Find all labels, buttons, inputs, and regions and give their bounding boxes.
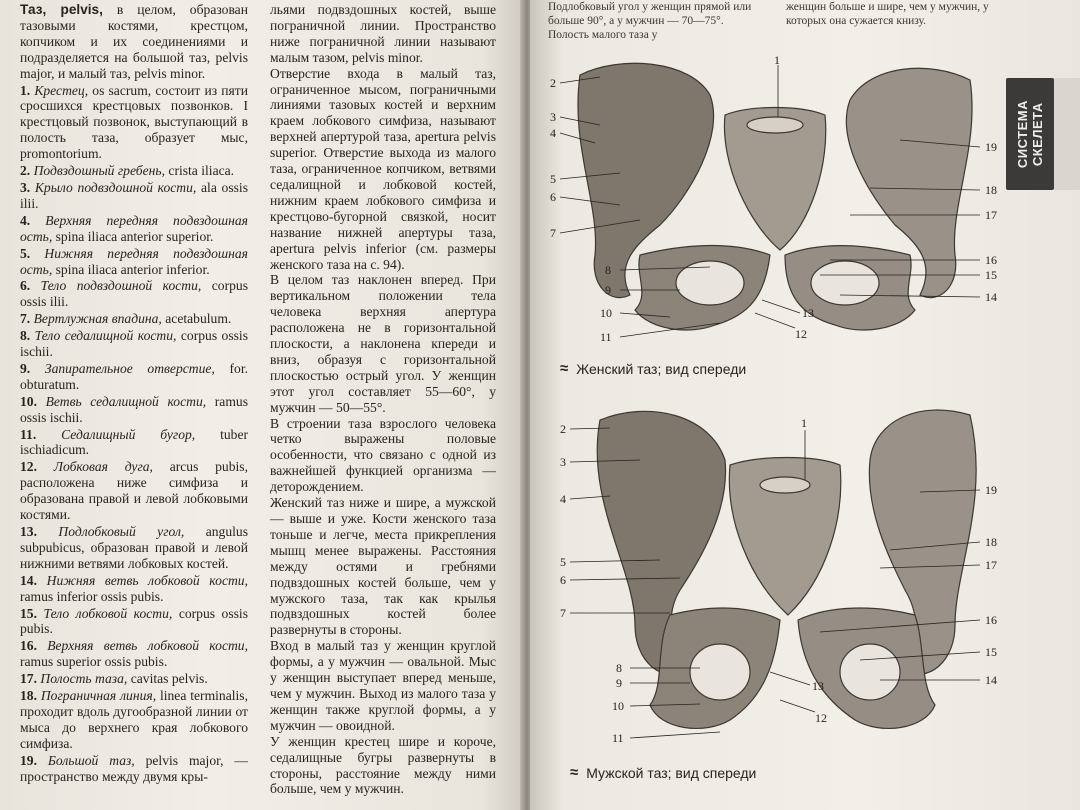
term-russian: Тело подвздошной кости, [40, 278, 202, 294]
term-item [20, 213, 248, 245]
term-russian: Крыло подвздошной кости, [34, 179, 197, 195]
term-russian: Седалищный бугор, [61, 426, 196, 442]
svg-text:15: 15 [985, 268, 997, 282]
term-item [20, 573, 248, 605]
svg-text:10: 10 [612, 699, 624, 713]
body-paragraph: Женский таз ниже и шире, а мужской — выше и уже. Кости женского таза тоньше и легче, места прикрепления мышц менее выражены. Расстояния между остями и гребнями подвздошных костей больше, чем у мужского таза, так как крылья подвздошных костей более развернуты в стороны. [270, 495, 496, 638]
svg-text:10: 10 [600, 306, 612, 320]
term-number: 2. [20, 163, 31, 179]
term-latin: arcus pubis, расположена ниже симфиза и образована правой и левой лобковыми костями. [20, 459, 248, 523]
svg-text:13: 13 [812, 679, 824, 693]
term-number: 7. [20, 311, 31, 327]
svg-text:14: 14 [985, 290, 997, 304]
svg-text:1: 1 [801, 416, 807, 430]
svg-text:2: 2 [560, 422, 566, 436]
svg-text:4: 4 [550, 126, 556, 140]
term-item [20, 638, 248, 670]
term-latin: ramus ossis ischii. [20, 393, 249, 425]
term-latin: linea terminalis, проходит вдоль дугообразной линии от мыса до верхнего края лобкового симфиза. [20, 688, 248, 751]
term-number: 14. [20, 572, 37, 588]
middle-column [270, 2, 496, 797]
term-russian: Ветвь седалищной кости, [45, 393, 207, 409]
svg-text:11: 11 [600, 330, 612, 344]
term-latin: spina iliaca anterior superior. [55, 228, 214, 244]
term-russian: Тело седалищной кости, [34, 328, 177, 344]
term-item [20, 83, 248, 163]
term-number: 12. [20, 459, 37, 475]
svg-text:17: 17 [985, 208, 997, 222]
caption-icon: ≈ [570, 764, 579, 781]
term-item [20, 671, 248, 687]
term-latin: cavitas pelvis. [130, 671, 208, 687]
tab-edge [1054, 78, 1080, 190]
svg-text:16: 16 [985, 253, 997, 267]
term-latin: ramus superior ossis pubis. [20, 654, 168, 670]
term-number: 19. [20, 752, 37, 768]
term-number: 16. [20, 638, 37, 654]
term-russian: Верхняя ветвь лобковой кости, [47, 638, 248, 654]
term-russian: Подвздошный гребень, [33, 163, 165, 179]
svg-text:3: 3 [550, 110, 556, 124]
term-item [20, 606, 248, 638]
svg-text:15: 15 [985, 645, 997, 659]
male-pelvis-figure [540, 400, 1010, 755]
svg-text:18: 18 [985, 183, 997, 197]
term-russian: Подлобковый угол, [58, 524, 185, 539]
female-caption [560, 360, 746, 377]
caption-icon: ≈ [560, 360, 569, 377]
term-number: 6. [20, 278, 31, 294]
section-tab-label: СИСТЕМА СКЕЛЕТА [1015, 99, 1045, 169]
term-number: 8. [20, 328, 31, 344]
top-note-right: женщин больше и шире, чем у мужчин, у которых она сужается книзу. [786, 1, 989, 27]
term-russian: Нижняя передняя подвздошная ость, [20, 245, 248, 277]
term-russian: Верхняя передняя подвздошная ость, [20, 212, 248, 244]
intro-text: в целом, образован тазовыми костями, крестцом, копчиком и их соединениями и подразделяется на большой таз, pelvis major, и малый таз, pelvis minor. [20, 2, 248, 81]
section-tab [1006, 78, 1054, 190]
male-caption [570, 764, 756, 781]
term-list [20, 83, 248, 785]
term-latin: ala ossis ilii. [20, 179, 248, 211]
male-left-foramen [690, 644, 750, 700]
term-latin: os sacrum, состоит из пяти сросшихся крестцовых позвонков. I крестцовый позвонок, выступающий в полость таза, образует мыс, promontorium. [20, 82, 248, 162]
left-page [0, 0, 524, 810]
term-number: 13. [20, 524, 37, 539]
term-number: 9. [20, 360, 31, 376]
term-item [20, 688, 248, 752]
svg-text:19: 19 [985, 483, 997, 497]
body-paragraph: У женщин крестец шире и короче, седалищные бугры развернуты в стороны, расстояние между ними больше, чем у мужчин. [270, 733, 496, 797]
term-number: 17. [20, 671, 37, 687]
term-russian: Вертлужная впадина, [33, 311, 162, 327]
body-paragraph: В строении таза взрослого человека четко выражены половые особенности, что связано с одной из важнейшей функцией организма — деторождением. [270, 415, 496, 495]
term-number: 18. [20, 688, 37, 704]
term-latin: spina iliaca anterior inferior. [55, 261, 210, 277]
svg-text:8: 8 [616, 661, 622, 675]
svg-text:12: 12 [795, 327, 807, 341]
svg-text:9: 9 [605, 283, 611, 297]
svg-text:7: 7 [560, 606, 566, 620]
term-russian: Полость таза, [40, 671, 128, 687]
body-text [270, 2, 496, 797]
body-paragraph: льями подвздошных костей, выше пограничной линии. Пространство ниже пограничной линии называют малым тазом, pelvis minor. [270, 2, 496, 65]
term-number: 11. [20, 426, 37, 442]
svg-text:1: 1 [774, 55, 780, 67]
svg-text:16: 16 [985, 613, 997, 627]
left-column [20, 2, 248, 786]
term-latin: corpus ossis ilii. [20, 278, 248, 310]
svg-text:3: 3 [560, 455, 566, 469]
top-note-left: Подлобковый угол у женщин прямой или больше 90°, а у мужчин — 70—75°. Полость малого таза у [548, 1, 752, 41]
term-latin: ramus inferior ossis pubis. [20, 588, 164, 604]
svg-text:11: 11 [612, 731, 624, 745]
svg-text:19: 19 [985, 140, 997, 154]
term-latin: tuber ischiadicum. [20, 426, 249, 458]
term-latin: for. obturatum. [20, 360, 248, 392]
svg-text:18: 18 [985, 535, 997, 549]
term-item [20, 394, 248, 426]
term-item [20, 753, 248, 785]
term-latin: pelvis major, — пространство между двумя кры- [20, 752, 248, 784]
svg-text:6: 6 [560, 573, 566, 587]
svg-text:14: 14 [985, 673, 997, 687]
term-item [20, 524, 248, 572]
svg-text:12: 12 [815, 711, 827, 725]
term-russian: Лобковая дуга, [53, 459, 153, 475]
svg-text:5: 5 [560, 555, 566, 569]
svg-text:4: 4 [560, 492, 566, 506]
term-number: 5. [20, 245, 31, 261]
female-promontory [747, 117, 803, 133]
term-latin: angulus subpubicus, образован правой и левой нижними ветвями лобковых костей. [20, 524, 248, 571]
term-russian: Большой таз, [47, 752, 135, 768]
term-item [20, 459, 248, 523]
term-latin: corpus ossis ischii. [20, 328, 248, 360]
term-item [20, 361, 248, 393]
term-number: 3. [20, 179, 31, 195]
term-russian: Тело лобковой кости, [43, 605, 173, 621]
female-pelvis-figure [540, 55, 1010, 355]
male-caption-text: Мужской таз; вид спереди [586, 764, 757, 781]
svg-text:5: 5 [550, 172, 556, 186]
term-item [20, 246, 248, 278]
svg-text:6: 6 [550, 190, 556, 204]
term-russian: Нижняя ветвь лобковой кости, [46, 572, 248, 588]
body-paragraph: В целом таз наклонен вперед. При вертикальном положении тела человека верхняя апертура расположена не в горизонтальной плоскости, а наклонена кпереди и вниз, образуя с горизонтальной плоскостью острый угол. У женщин этот угол составляет 55—60°, у мужчин — 50—55°. [270, 272, 496, 415]
term-number: 10. [20, 393, 37, 409]
term-number: 4. [20, 212, 31, 228]
term-item [20, 163, 248, 179]
term-item [20, 278, 248, 310]
term-latin: acetabulum. [165, 311, 232, 327]
term-russian: Запирательное отверстие, [44, 360, 215, 376]
body-paragraph: Вход в малый таз у женщин круглой формы, а у мужчин — овальной. Мыс у женщин выступает вперед меньше, чем у мужчин. Выход из малого таза у женщин также круглой формы, а у мужчин — овоидной. [270, 638, 496, 733]
svg-text:8: 8 [605, 263, 611, 277]
svg-text:13: 13 [802, 306, 814, 320]
term-item [20, 328, 248, 360]
female-right-foramen [811, 261, 879, 305]
term-item [20, 311, 248, 327]
female-caption-text: Женский таз; вид спереди [576, 360, 747, 377]
body-paragraph: Отверстие входа в малый таз, ограниченное мысом, пограничными линиями тазовых костей и верхним краем лобкового симфиза, называют верхней апертурой таза, apertura pelvis superior. Отверстие выхода из малого таза, ограниченное копчиком, ветвями седалищной и лобковой костей, нижним краем лобкового симфиза и крестцово-бугорной связкой, носит название нижней апертуры таза, apertura pelvis inferior (см. размеры женского таза на с. 94). [270, 65, 496, 272]
title-term: Таз, pelvis, [20, 2, 103, 17]
term-number: 1. [20, 82, 31, 98]
term-item [20, 427, 248, 459]
term-russian: Пограничная линия, [40, 688, 157, 704]
male-promontory [760, 477, 810, 493]
svg-text:9: 9 [616, 676, 622, 690]
svg-text:2: 2 [550, 76, 556, 90]
term-latin: corpus ossis pubis. [20, 605, 249, 637]
term-latin: crista iliaca. [168, 163, 235, 179]
svg-text:17: 17 [985, 558, 997, 572]
male-right-foramen [840, 644, 900, 700]
term-number: 15. [20, 605, 37, 621]
svg-text:7: 7 [550, 226, 556, 240]
term-item [20, 180, 248, 212]
term-russian: Крестец, [34, 82, 89, 98]
